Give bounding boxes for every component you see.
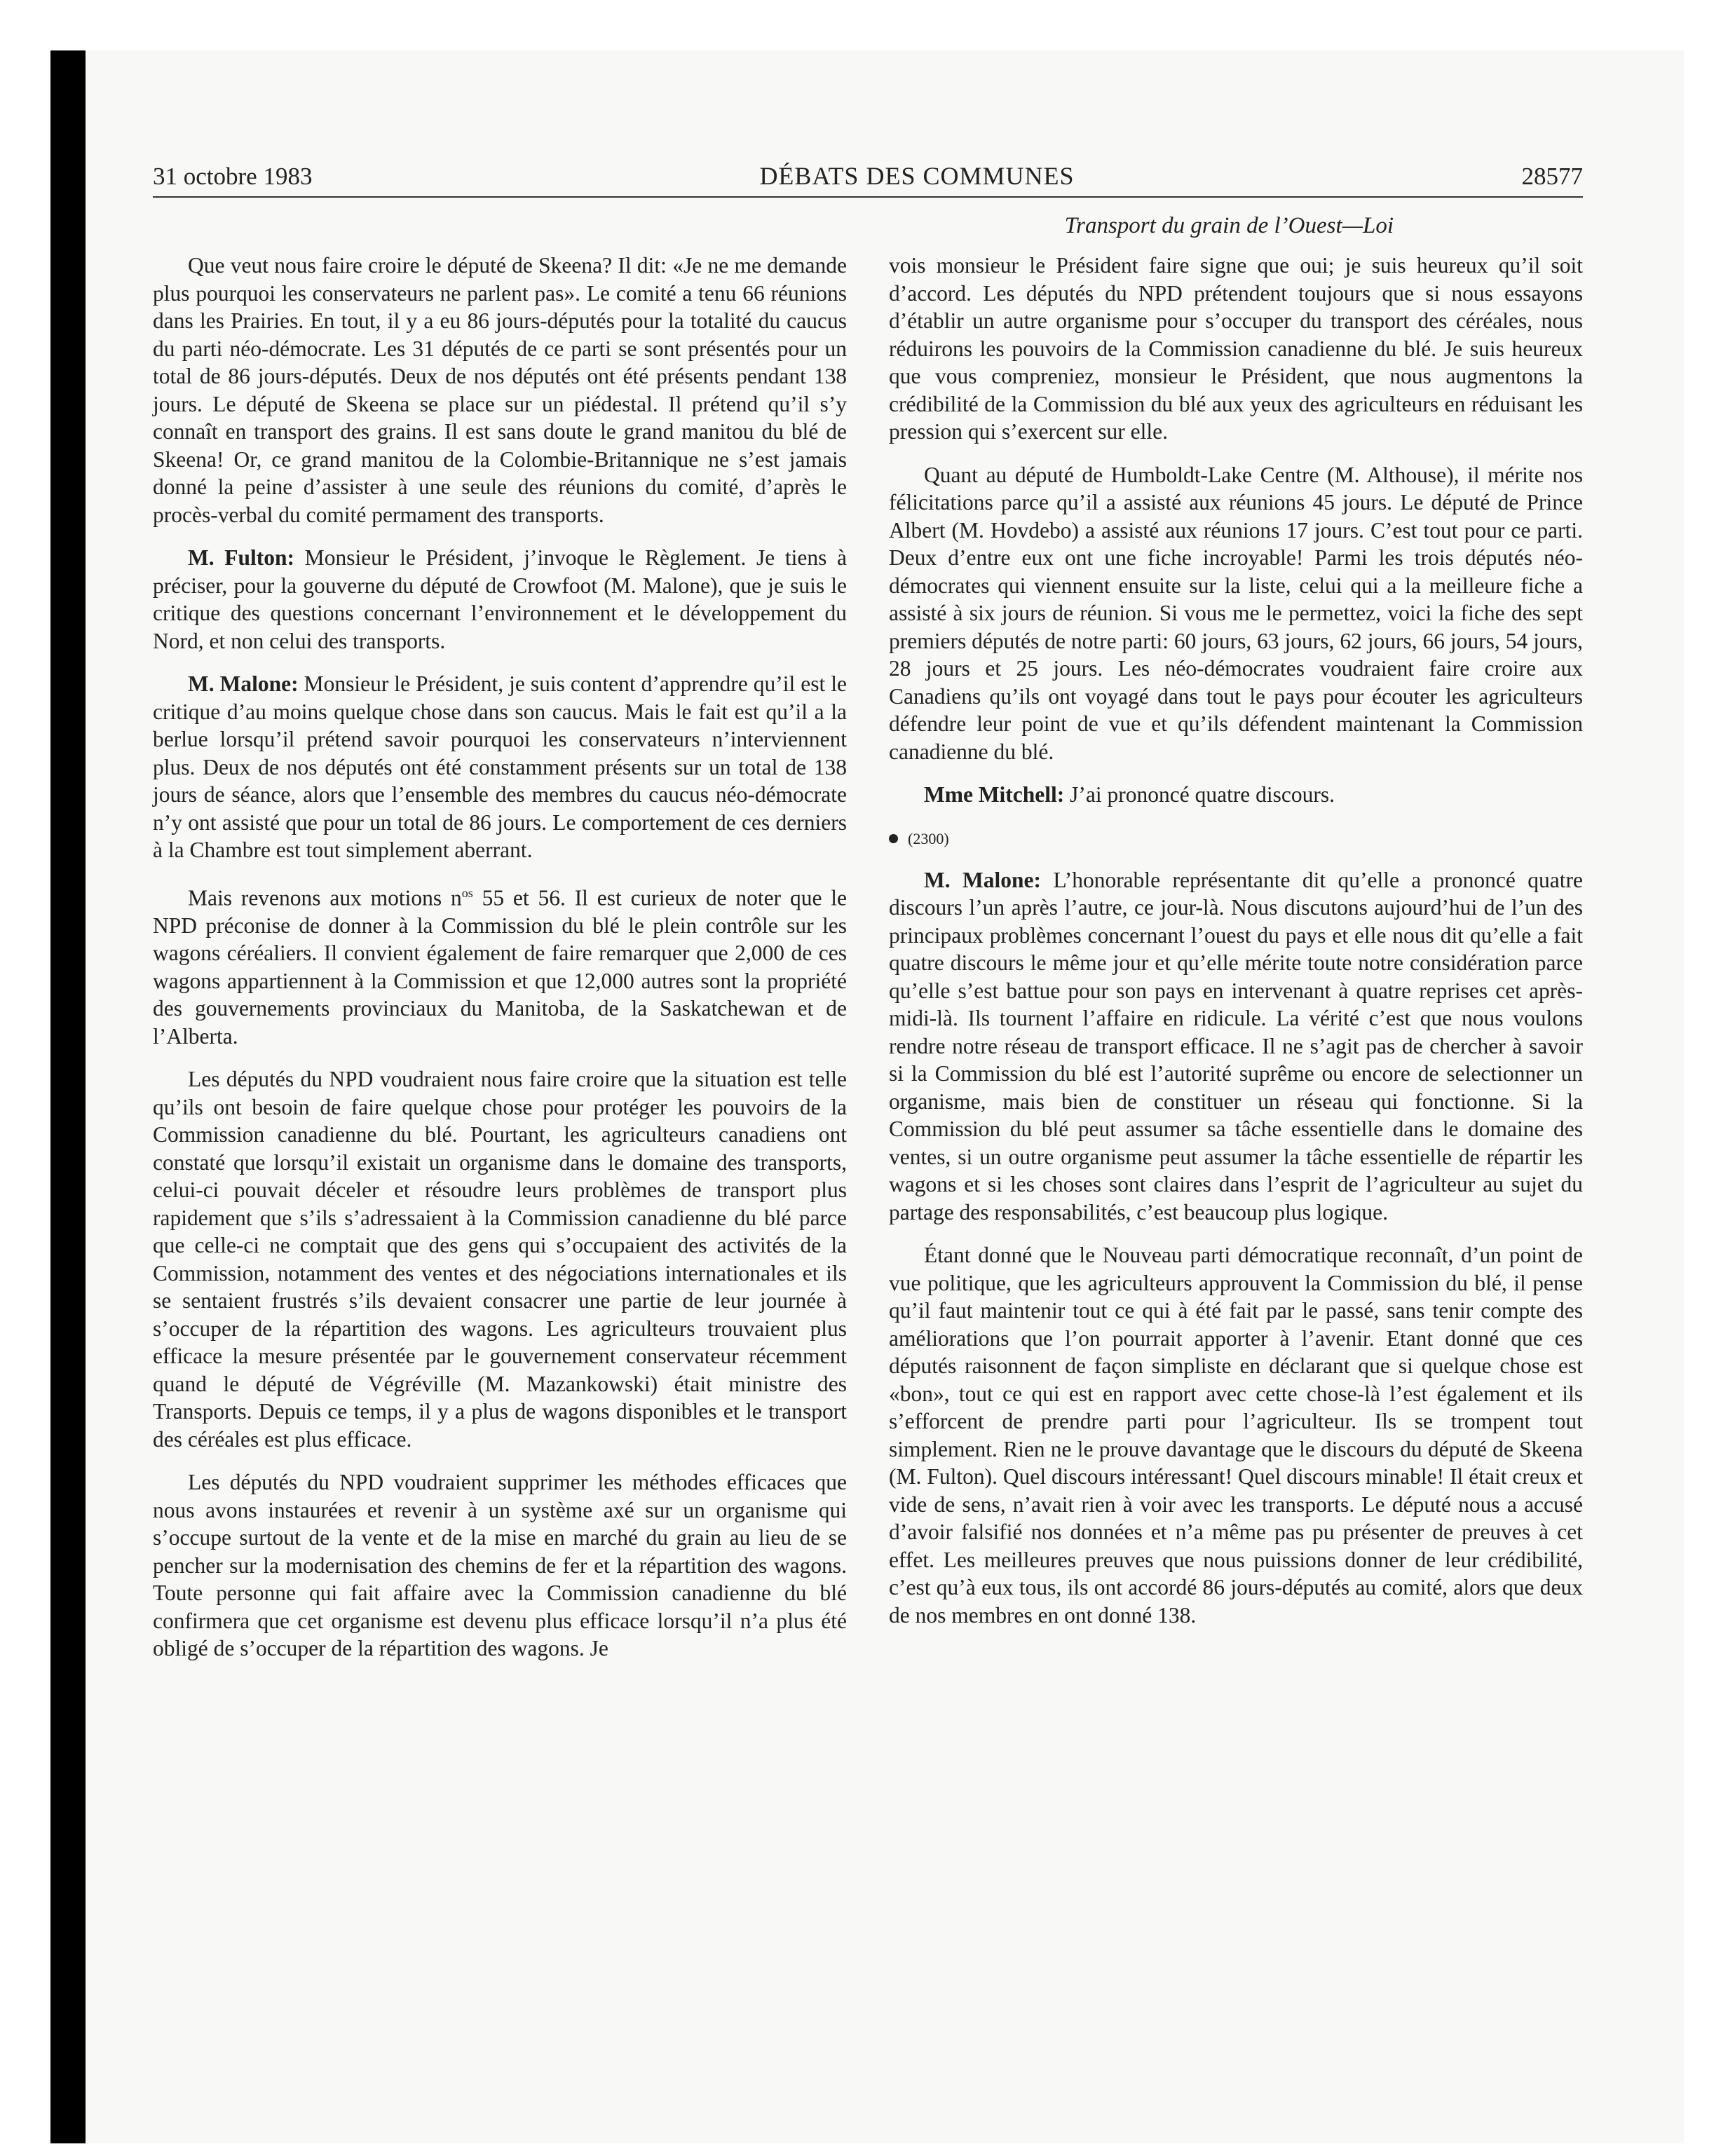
paragraph: Les députés du NPD voudraient supprimer les méthodes efficaces que nous avons instaurées et revenir à un système axé sur un organisme qui s’occupe surtout de la vente et de la mise en marché du grain au lieu de se pencher sur la modernisation des chemins de fer et la répartition des wagons. Toute personne qui fait affaire avec la Commission canadienne du blé confirmera que cet organisme est devenu plus efficace lorsqu’il n’a plus été obligé de s’occuper de la répartition des wagons. Je [153, 1470, 847, 1660]
superscript: os [461, 885, 473, 900]
document-page [153, 161, 1583, 1678]
speech-text: Monsieur le Président, je suis content d’apprendre qu’il est le critique d’au moins quelque chose dans son caucus. Mais le fait est qu’il a la berlue lorsqu’il prétend savoir pourquoi les conservateurs n’interviennent plus. Deux de nos députés ont été constamment présents sur un total de 138 jours de séance, alors que l’ensemble des membres du caucus néo-démocrate n’y ont assisté que pour un total de 86 jours. Le comportement de ces derniers à la Chambre est tout simplement aberrant. [153, 671, 847, 862]
timestamp-text: (2300) [908, 829, 949, 847]
speaker-name: M. Fulton: [188, 545, 295, 570]
paragraph [889, 781, 1583, 809]
speech-text: L’honorable représentante dit qu’elle a prononcé quatre discours l’un après l’autre, ce jour-là. Nous discutons aujourd’hui de l’un des principaux problèmes concernant l’ouest du pays et elle nous dit qu’elle a fait quatre discours le même jour et qu’elle mérite toute notre considération parce qu’elle s’est battue pour son pays en intervenant à quatre reprises cet après-midi-là. Ils tournent l’affaire en ridicule. La vérité c’est que nous voulons rendre notre réseau de transport efficace. Il ne s’agit pas de chercher à savoir si la Commission du blé est l’autorité suprême ou encore de selectionner un organisme, mais bien de constituer un réseau qui fonctionne. Si la Commission du blé peut assumer sa tâche essentielle dans le domaine des ventes, si un outre organisme peut assumer la tâche essentielle de répartir les wagons et si les choses sont claires dans l’esprit de l’agriculteur au sujet du partage des responsabilités, c’est beaucoup plus logique. [889, 867, 1583, 1224]
paragraph [153, 670, 847, 864]
paragraph: Quant au député de Humboldt-Lake Centre (M. Althouse), il mérite nos félicitations parce qu’il a assisté aux réunions 45 jours. Le député de Prince Albert (M. Hovdebo) a assisté aux réunions 17 jours. C’est tout pour ce parti. Deux d’entre eux ont une fiche incroyable! Parmi les trois députés néo-démocrates qui viennent ensuite sur la liste, celui qui a la meilleure fiche a assisté à six jours de réunion. Si vous me le permettez, voici la fiche des sept premiers députés de notre parti: 60 jours, 63 jours, 62 jours, 66 jours, 54 jours, 28 jours et 25 jours. Les néo-démocrates voudraient faire croire aux Canadiens qu’ils ont voyagé dans tout le pays pour écouter les agriculteurs défendre leur point de vue et qu’ils défendent maintenant la Commission canadienne du blé. [889, 462, 1583, 764]
page-number: 28577 [1521, 163, 1583, 190]
paragraph: Les députés du NPD voudraient nous faire croire que la situation est telle qu’ils ont besoin de faire quelque chose pour protéger les pouvoirs de la Commission canadienne du blé. Pourtant, les agriculteurs canadiens ont constaté que lorsqu’il existait un organisme dans le domaine des transports, celui-ci pouvait déceler et résoudre leurs problèmes de transport plus rapidement que s’ils s’adressaient à la Commission canadienne du blé parce que celle-ci ne comptait que des gens qui s’occupaient des activités de la Commission, notamment des ventes et des négociations internationales et ils se sentaient frustrés s’ils devaient consacrer une partie de leur journée à s’occuper de la répartition des wagons. Les agriculteurs trouvaient plus efficace la mesure présentée par le gouvernement conservateur récemment quand le député de Végréville (M. Mazankowski) était ministre des Transports. Depuis ce temps, il y a plus de wagons disponibles et le transport des céréales est plus efficace. [153, 1067, 847, 1452]
paragraph-rest: 55 et 56. Il est curieux de noter que le NPD préconise de donner à la Commission du blé le plein contrôle sur les wagons céréaliers. Il convient également de faire remarquer que 2,000 de ces wagons appartiennent à la Commission et que 12,000 autres sont la propriété des gouvernements provinciaux du Manitoba, de la Saskatchewan et de l’Alberta. [153, 885, 847, 1049]
paragraph: vois monsieur le Président faire signe que oui; je suis heureux qu’il soit d’accord. Les députés du NPD prétendent toujours que si nous essayons d’établir un autre organisme pour s’occuper du transport des céréales, nous réduirons les pouvoirs de la Commission canadienne du blé. Je suis heureux que vous compreniez, monsieur le Président, que nous augmentons la crédibilité de la Commission du blé aux yeux des agriculteurs en réduisant les pression qui s’exercent sur elle. [889, 253, 1583, 444]
bullet-icon [889, 834, 898, 843]
paragraph: Étant donné que le Nouveau parti démocratique reconnaît, d’un point de vue politique, que les agriculteurs approuvent la Commission du blé, il pense qu’il faut maintenir tout ce qui à été fait par le passé, sans tenir compte des améliorations que l’on pourrait apporter à l’avenir. Etant donné que ces députés raisonnent de façon simpliste en déclarant que si quelque chose est «bon», tout ce qui est en rapport avec cette chose-là l’est également et ils s’efforcent de prendre parti pour l’agriculteur. Ils se trompent tout simplement. Rien ne le prouve davantage que le discours du député de Skeena (M. Fulton). Quel discours intéressant! Quel discours minable! Il était creux et vide de sens, n’avait rien à voir avec les transports. Le député nous a accusé d’avoir falsifié nos données et n’a même pas pu présenter de preuves à cet effet. Les meilleures preuves que nous puissions donner de leur crédibilité, c’est qu’à eux tous, ils ont accordé 86 jours-députés au comité, alors que deux de nos membres en ont donné 138. [889, 1243, 1583, 1628]
paragraph [153, 544, 847, 655]
paragraph: Que veut nous faire croire le député de Skeena? Il dit: «Je ne me demande plus pourquoi les conservateurs ne parlent pas». Le comité a tenu 66 réunions dans les Prairies. En tout, il y a eu 86 jours-députés pour la totalité du caucus du parti néo-démocrate. Les 31 députés de ce parti se sont présentés pour un total de 86 jours-députés. Deux de nos députés ont été présents pendant 138 jours. Le député de Skeena se place sur un piédestal. Il prétend qu’il s’y connaît en transport des grains. Il est sans doute le grand manitou du blé de Skeena! Or, ce grand manitou de la Colombie-Britannique ne s’est jamais donné la peine d’assister à une seule des réunions du comité, d’après le procès-verbal du comité permament des transports. [153, 253, 847, 527]
scan-edge-bar [50, 50, 86, 2143]
text-columns [153, 252, 1583, 1678]
speaker-name: Mme Mitchell: [924, 782, 1065, 807]
header-title: DÉBATS DES COMMUNES [759, 162, 1075, 190]
page-header [153, 161, 1583, 198]
paragraph-start: Mais revenons aux motions n [188, 885, 462, 910]
section-subheader: Transport du grain de l’Ouest—Loi [1064, 213, 1394, 238]
paragraph [889, 866, 1583, 1227]
header-date: 31 octobre 1983 [153, 163, 313, 190]
timestamp-marker [889, 830, 1583, 848]
speaker-name: M. Malone: [188, 671, 299, 696]
right-column [889, 252, 1583, 1678]
paragraph [153, 880, 847, 1051]
speech-text: Monsieur le Président, j’invoque le Règlement. Je tiens à préciser, pour la gouverne du député de Crowfoot (M. Malone), que je suis le critique des questions concernant l’environnement et le développement du Nord, et non celui des transports. [153, 545, 847, 653]
speaker-name: M. Malone: [924, 867, 1041, 892]
speech-text: J’ai prononcé quatre discours. [1064, 782, 1335, 807]
left-column [153, 252, 847, 1678]
